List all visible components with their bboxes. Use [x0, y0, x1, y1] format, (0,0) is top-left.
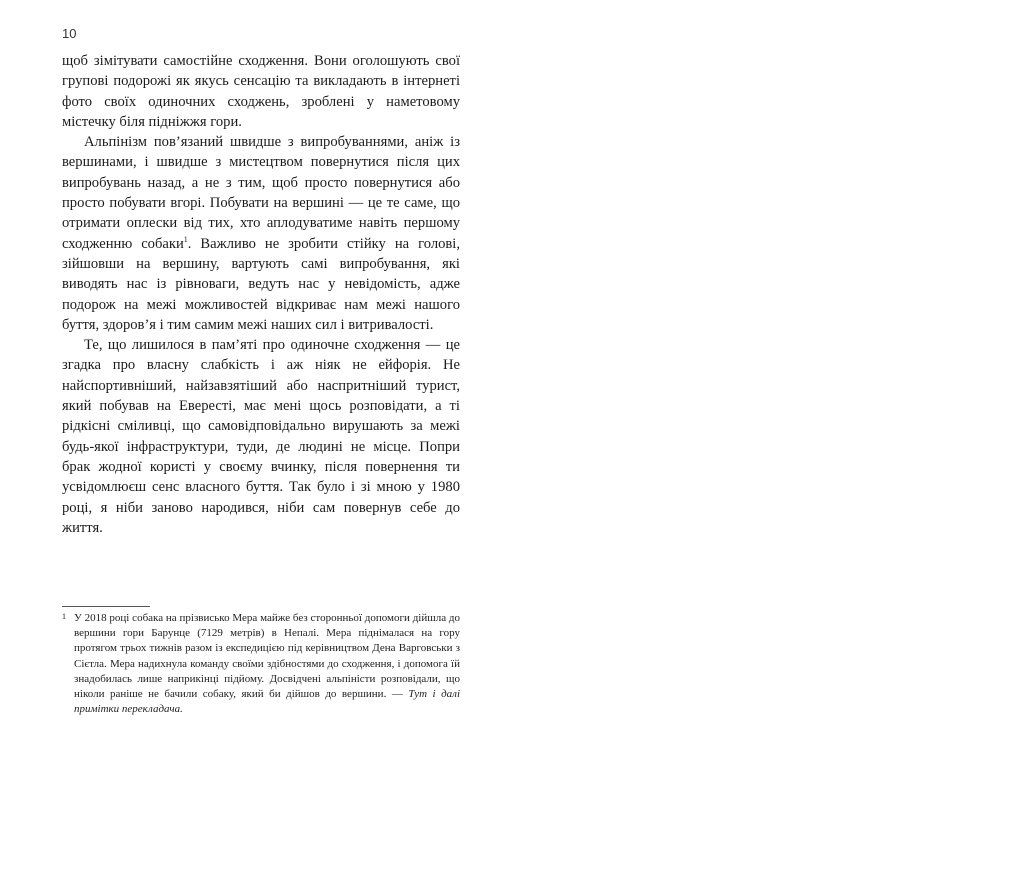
paragraph: Те, що лишилося в пам’яті про одиночне сходження — це згадка про власну слабкість і аж ніяк не ейфорія. Не найспортивніший, найзавзятіший або наспритніший турист, який побував на Евересті, має мені щось розповідати, а ті рідкісні сміливці, що самовідповідально вирушають за межі будь-якої інфраструктури, туди, де людині не місце. Попри брак жодної користі у своєму вчинку, після повернення ти усвідомлюєш сенс власного буття. Так було і зі мною у 1980 році, я ніби заново народився, ніби сам повернув себе до життя.: [62, 337, 460, 536]
paragraph: щоб зімітувати самостійне сходження. Вони оголошують свої групові подорожі як якусь сенсацію та викладають в інтернеті фото своїх одиночних сходжень, зроблені у наметовому містечку біля підніжжя гори.: [62, 53, 460, 130]
footnote-mark: 1: [62, 612, 66, 621]
page-number: 10: [62, 26, 77, 41]
left-page: [0, 0, 512, 731]
right-page: [512, 0, 1024, 731]
paragraph: Альпінізм пов’язаний швидше з випробуваннями, аніж із вершинами, і швидше з мистецтвом повернутися після цих випробувань назад, а не з тим, щоб просто повернутися або просто побувати вгорі. Побувати на вершині — це те саме, що отримати оплески від тих, хто аплодуватиме навіть першому сходженню собаки$^1$. Важливо не зробити стійку на голові, зійшовши на вершину, вартують самі випробування, які виводять нас із рівноваги, ведуть нас у невідомість, адже подорож на межі можливостей відкриває нам межі нашого буття, здоров’я і тим самим межі наших сил і витривалості.: [62, 134, 461, 333]
left-page-body: [62, 51, 460, 538]
footnote: 1 У 2018 році собака на прізвисько Мера майже без сторонньої допомоги дійшла до вершини гори Барунце (7129 метрів) в Непалі. Мера піднімалася на гору протягом трьох тижнів разом із експедицією під керівництвом Дена Варговськи з Сієтла. Мера надихнула команду своїми здібностями до сходження, і допомога їй знадобилась лише наприкінці підйому. Досвідчені альпіністи розповідали, що ніколи раніше не бачили собаку, який би дійшов до вершини. — Тут і далі примітки перекладача.: [62, 611, 460, 717]
footnotes: [62, 611, 460, 717]
footnote-divider: [62, 606, 150, 607]
footnote-reference: 1: [183, 234, 188, 244]
